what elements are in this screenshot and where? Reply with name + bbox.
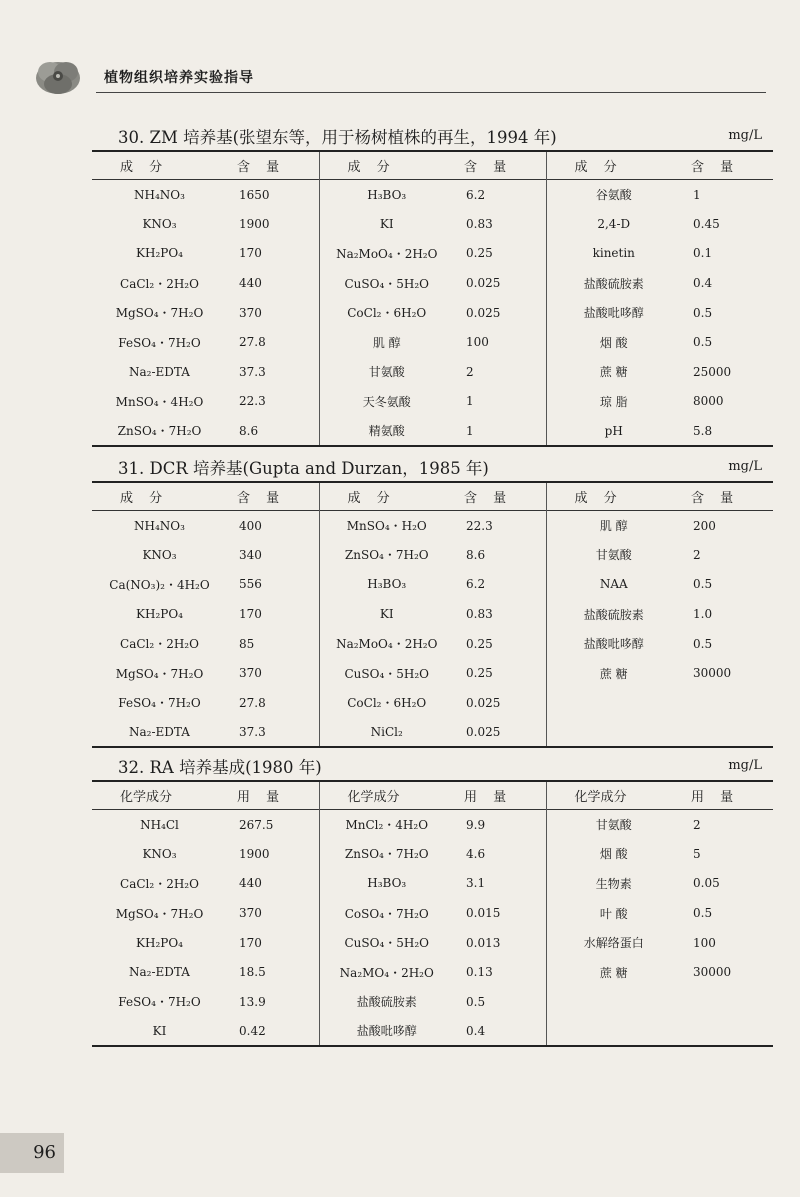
amount-cell: 0.025: [454, 688, 546, 718]
amount-cell: 3.1: [454, 869, 546, 899]
amount-cell: 0.83: [454, 599, 546, 629]
component-cell: 水解络蛋白: [583, 936, 644, 951]
amount-cell: 27.8: [227, 327, 319, 357]
amount-cell: 0.25: [454, 239, 546, 269]
component-cell: MgSO₄・7H₂O: [115, 666, 204, 681]
amount-cell: 0.45: [693, 216, 720, 231]
component-cell: 烟 酸: [599, 335, 628, 350]
component-cell: 天冬氨酸: [362, 394, 411, 409]
amount-cell: 1: [454, 416, 546, 446]
component-cell: FeSO₄・7H₂O: [118, 696, 201, 711]
column-header: 含 量: [227, 482, 319, 511]
component-cell: ZnSO₄・7H₂O: [344, 847, 429, 862]
amount-cell: [681, 718, 773, 748]
column-header: 化学成分: [574, 790, 627, 805]
amount-cell: 0.5: [454, 987, 546, 1017]
amount-cell: 100: [693, 935, 716, 950]
table-row: [92, 416, 773, 446]
component-cell: MnCl₂・4H₂O: [345, 818, 429, 833]
amount-cell: 370: [227, 658, 319, 688]
table-row: [92, 209, 773, 239]
component-cell: 盐酸硫胺素: [583, 607, 644, 622]
composition-table: [92, 780, 773, 1047]
amount-cell: 6.2: [454, 570, 546, 600]
amount-cell: 22.3: [454, 511, 546, 541]
table-row: [92, 688, 773, 718]
component-cell: 2,4-D: [597, 216, 631, 231]
column-header: 用 量: [454, 781, 546, 810]
composition-table: [92, 150, 773, 447]
amount-cell: [681, 688, 773, 718]
amount-cell: 0.25: [454, 658, 546, 688]
table-row: [92, 180, 773, 210]
table-row: [92, 957, 773, 987]
component-cell: KI: [379, 607, 394, 622]
amount-cell: 25000: [693, 364, 732, 379]
amount-cell: 1650: [227, 180, 319, 210]
flower-logo-icon: [34, 52, 82, 100]
table-row: [92, 387, 773, 417]
composition-table: [92, 481, 773, 748]
column-header: 成 分: [347, 160, 396, 175]
amount-cell: 0.13: [454, 957, 546, 987]
table-row: [92, 357, 773, 387]
amount-cell: 85: [227, 629, 319, 659]
component-cell: 蔗 糖: [599, 666, 628, 681]
component-cell: KI: [152, 1023, 167, 1038]
table-row: [92, 511, 773, 541]
medium-table-zm: [92, 122, 772, 447]
component-cell: CaCl₂・2H₂O: [120, 637, 199, 652]
component-cell: CuSO₄・5H₂O: [344, 666, 430, 681]
amount-cell: 8.6: [227, 416, 319, 446]
component-cell: Na₂MoO₄・2H₂O: [336, 637, 438, 652]
table-row: [92, 810, 773, 840]
component-cell: NH₄NO₃: [134, 187, 185, 202]
amount-cell: 0.5: [693, 335, 713, 350]
component-cell: Ca(NO₃)₂・4H₂O: [109, 577, 210, 592]
component-cell: Na₂-EDTA: [129, 364, 190, 379]
column-header: 用 量: [227, 781, 319, 810]
component-cell: CoSO₄・7H₂O: [344, 906, 429, 921]
amount-cell: 9.9: [454, 810, 546, 840]
component-cell: Na₂MoO₄・2H₂O: [336, 246, 438, 261]
amount-cell: 4.6: [454, 839, 546, 869]
component-cell: 肌 醇: [372, 335, 401, 350]
page-number: 96: [0, 1133, 64, 1173]
component-cell: 盐酸吡哆醇: [583, 306, 644, 321]
amount-cell: 2: [693, 817, 701, 832]
component-cell: 甘氨酸: [595, 818, 632, 833]
amount-cell: 440: [227, 869, 319, 899]
component-cell: CaCl₂・2H₂O: [120, 276, 199, 291]
amount-cell: 0.015: [454, 898, 546, 928]
column-header: 成 分: [120, 160, 169, 175]
component-cell: MgSO₄・7H₂O: [115, 306, 204, 321]
unit-label: mg/L: [728, 758, 762, 773]
component-cell: Na₂-EDTA: [129, 724, 190, 739]
amount-cell: 22.3: [227, 387, 319, 417]
component-cell: KH₂PO₄: [136, 246, 183, 261]
component-cell: 琼 脂: [599, 394, 628, 409]
amount-cell: 0.5: [693, 305, 713, 320]
component-cell: FeSO₄・7H₂O: [118, 995, 201, 1010]
amount-cell: [681, 987, 773, 1017]
column-header: 成 分: [347, 491, 396, 506]
component-cell: KNO₃: [142, 846, 177, 861]
component-cell: MgSO₄・7H₂O: [115, 906, 204, 921]
amount-cell: [681, 1017, 773, 1047]
component-cell: H₃BO₃: [367, 876, 407, 891]
amount-cell: 0.4: [693, 276, 713, 291]
component-cell: 甘氨酸: [595, 548, 632, 563]
component-cell: H₃BO₃: [367, 187, 407, 202]
table-header-row: [92, 482, 773, 511]
amount-cell: 170: [227, 239, 319, 269]
component-cell: MnSO₄・4H₂O: [115, 394, 204, 409]
amount-cell: 100: [454, 327, 546, 357]
amount-cell: 2: [693, 547, 701, 562]
header-rule: [96, 92, 766, 93]
column-header: 成 分: [574, 160, 623, 175]
section-title: 31. DCR 培养基(Gupta and Durzan，1985 年): [118, 459, 489, 478]
component-cell: Na₂MO₄・2H₂O: [339, 965, 434, 980]
component-cell: FeSO₄・7H₂O: [118, 335, 201, 350]
component-cell: CaCl₂・2H₂O: [120, 876, 199, 891]
component-cell: 盐酸吡哆醇: [583, 637, 644, 652]
column-header: 含 量: [227, 151, 319, 180]
amount-cell: 1900: [227, 209, 319, 239]
component-cell: Na₂-EDTA: [129, 965, 190, 980]
amount-cell: 340: [227, 540, 319, 570]
column-header: 含 量: [691, 160, 740, 175]
table-row: [92, 658, 773, 688]
section-title: 30. ZM 培养基(张望东等，用于杨树植株的再生，1994 年): [118, 128, 557, 147]
column-header: 化学成分: [347, 790, 400, 805]
component-cell: KNO₃: [142, 216, 177, 231]
table-row: [92, 987, 773, 1017]
amount-cell: 267.5: [227, 810, 319, 840]
component-cell: 蔗 糖: [599, 965, 628, 980]
component-cell: 盐酸硫胺素: [356, 995, 417, 1010]
component-cell: [546, 1017, 681, 1047]
table-header-row: [92, 151, 773, 180]
section-title: 32. RA 培养基成(1980 年): [118, 758, 322, 777]
amount-cell: 0.25: [454, 629, 546, 659]
component-cell: KNO₃: [142, 547, 177, 562]
amount-cell: 13.9: [227, 987, 319, 1017]
amount-cell: 1: [454, 387, 546, 417]
component-cell: KI: [379, 216, 394, 231]
amount-cell: 0.5: [693, 636, 713, 651]
medium-table-ra: [92, 752, 772, 1047]
component-cell: 生物素: [595, 876, 632, 891]
component-cell: KH₂PO₄: [136, 935, 183, 950]
component-cell: 盐酸吡哆醇: [356, 1024, 417, 1039]
component-cell: [546, 987, 681, 1017]
column-header: 用 量: [691, 790, 740, 805]
table-row: [92, 718, 773, 748]
table-row: [92, 629, 773, 659]
amount-cell: 556: [227, 570, 319, 600]
table-row: [92, 928, 773, 958]
table-row: [92, 839, 773, 869]
column-header: 化学成分: [120, 790, 173, 805]
table-row: [92, 298, 773, 328]
table-row: [92, 570, 773, 600]
amount-cell: 0.83: [454, 209, 546, 239]
amount-cell: 170: [227, 599, 319, 629]
component-cell: NAA: [599, 577, 628, 592]
table-row: [92, 268, 773, 298]
component-cell: ZnSO₄・7H₂O: [344, 548, 429, 563]
amount-cell: 30000: [693, 666, 732, 681]
amount-cell: 0.5: [693, 577, 713, 592]
component-cell: MnSO₄・H₂O: [346, 519, 427, 534]
column-header: 含 量: [454, 482, 546, 511]
amount-cell: 0.025: [454, 718, 546, 748]
component-cell: NH₄NO₃: [134, 518, 185, 533]
component-cell: CoCl₂・6H₂O: [347, 306, 427, 321]
amount-cell: 37.3: [227, 718, 319, 748]
amount-cell: 440: [227, 268, 319, 298]
column-header: 含 量: [691, 491, 740, 506]
component-cell: NiCl₂: [370, 724, 403, 739]
amount-cell: 400: [227, 511, 319, 541]
amount-cell: 0.4: [454, 1017, 546, 1047]
amount-cell: 5: [693, 846, 701, 861]
book-title: 植物组织培养实验指导: [104, 70, 254, 86]
component-cell: pH: [604, 423, 623, 438]
component-cell: ZnSO₄・7H₂O: [117, 424, 202, 439]
amount-cell: 0.1: [693, 246, 713, 261]
amount-cell: 37.3: [227, 357, 319, 387]
amount-cell: 0.42: [227, 1017, 319, 1047]
component-cell: CuSO₄・5H₂O: [344, 276, 430, 291]
amount-cell: 370: [227, 298, 319, 328]
component-cell: 肌 醇: [599, 519, 628, 534]
amount-cell: 0.5: [693, 906, 713, 921]
amount-cell: 0.025: [454, 268, 546, 298]
amount-cell: 18.5: [227, 957, 319, 987]
amount-cell: 8000: [693, 394, 724, 409]
amount-cell: 2: [454, 357, 546, 387]
medium-table-dcr: [92, 453, 772, 748]
table-header-row: [92, 781, 773, 810]
component-cell: kinetin: [592, 246, 635, 261]
column-header: 含 量: [454, 151, 546, 180]
table-row: [92, 599, 773, 629]
unit-label: mg/L: [728, 459, 762, 474]
component-cell: CoCl₂・6H₂O: [347, 696, 427, 711]
amount-cell: 200: [693, 518, 716, 533]
table-row: [92, 1017, 773, 1047]
component-cell: NH₄Cl: [140, 817, 179, 832]
amount-cell: 6.2: [454, 180, 546, 210]
component-cell: 精氨酸: [368, 424, 405, 439]
table-row: [92, 869, 773, 899]
amount-cell: 8.6: [454, 540, 546, 570]
component-cell: KH₂PO₄: [136, 607, 183, 622]
table-row: [92, 898, 773, 928]
amount-cell: 0.05: [693, 876, 720, 891]
amount-cell: 30000: [693, 965, 732, 980]
amount-cell: 1900: [227, 839, 319, 869]
component-cell: 盐酸硫胺素: [583, 276, 644, 291]
amount-cell: 370: [227, 898, 319, 928]
amount-cell: 5.8: [693, 423, 713, 438]
column-header: 成 分: [120, 491, 169, 506]
amount-cell: 0.025: [454, 298, 546, 328]
table-row: [92, 327, 773, 357]
amount-cell: 1: [693, 187, 701, 202]
table-row: [92, 239, 773, 269]
amount-cell: 170: [227, 928, 319, 958]
component-cell: 谷氨酸: [595, 188, 632, 203]
column-header: 成 分: [574, 491, 623, 506]
component-cell: [546, 718, 681, 748]
component-cell: 叶 酸: [599, 906, 628, 921]
component-cell: [546, 688, 681, 718]
component-cell: CuSO₄・5H₂O: [344, 936, 430, 951]
unit-label: mg/L: [728, 128, 762, 143]
component-cell: 烟 酸: [599, 847, 628, 862]
component-cell: 蔗 糖: [599, 365, 628, 380]
component-cell: H₃BO₃: [367, 577, 407, 592]
amount-cell: 27.8: [227, 688, 319, 718]
amount-cell: 0.013: [454, 928, 546, 958]
table-row: [92, 540, 773, 570]
amount-cell: 1.0: [693, 607, 713, 622]
component-cell: 甘氨酸: [368, 365, 405, 380]
page-header: [0, 0, 800, 110]
